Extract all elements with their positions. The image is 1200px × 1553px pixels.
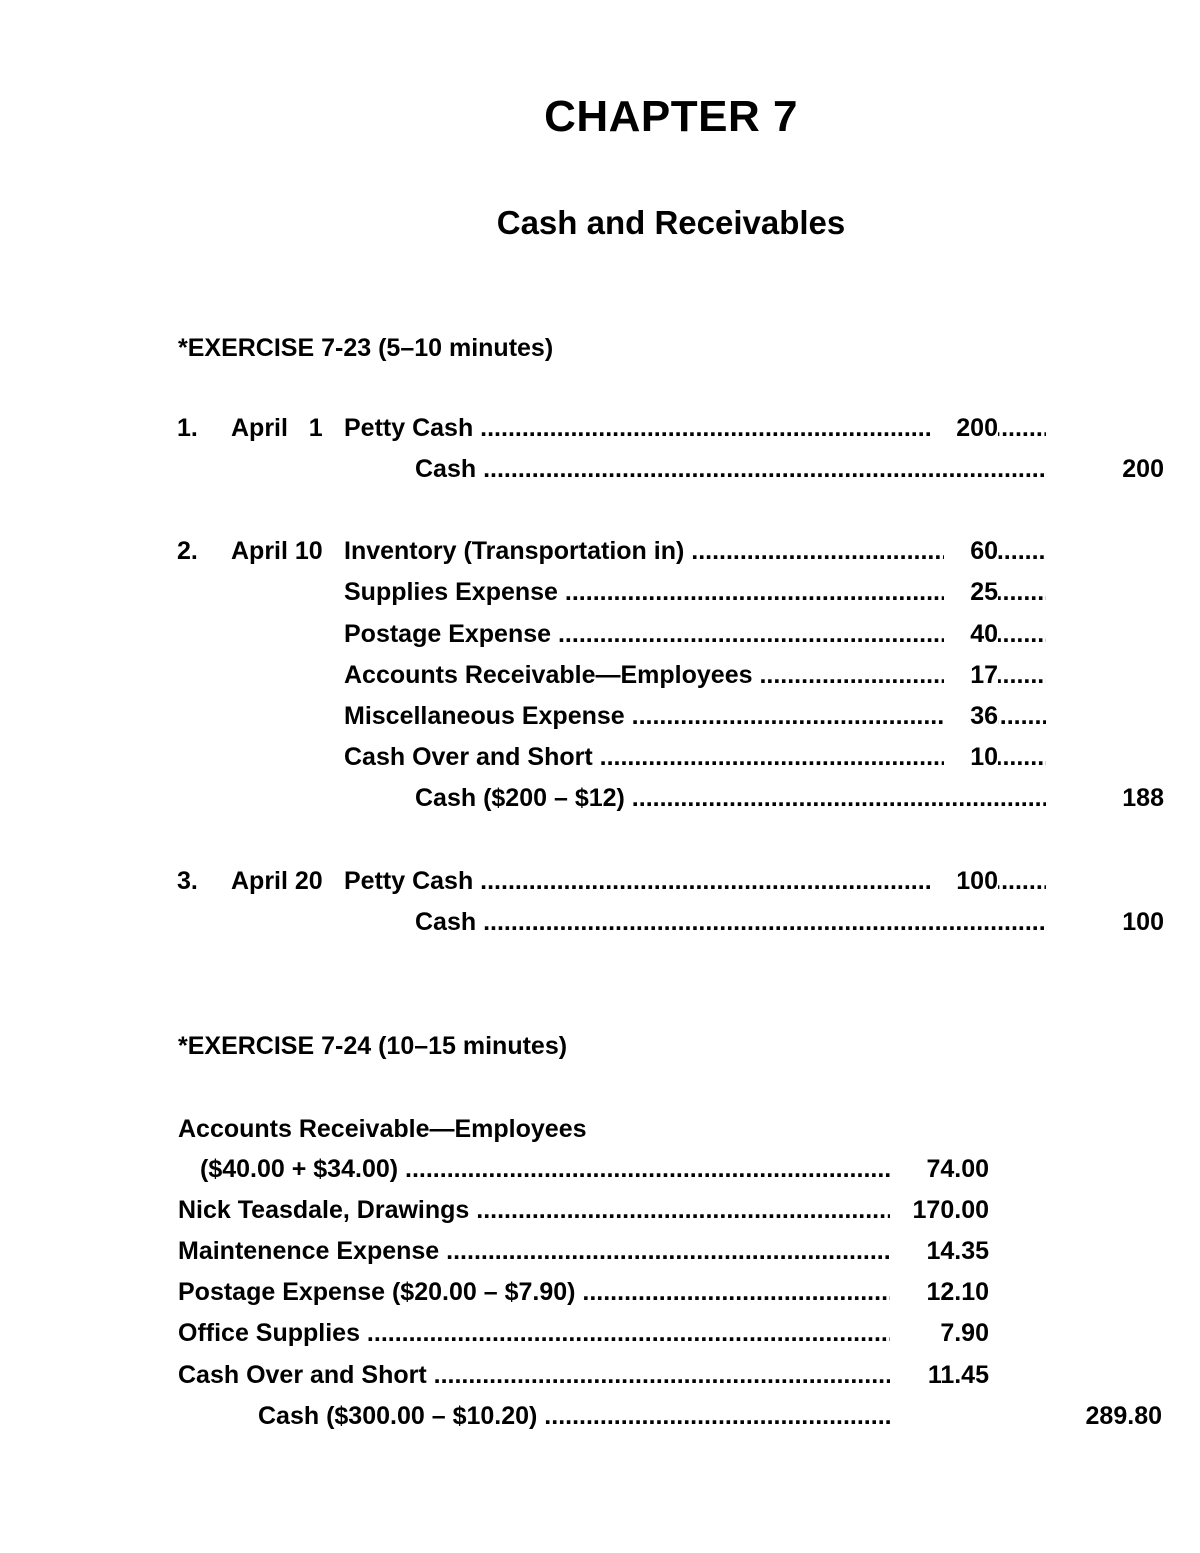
journal-entry-row — [0, 702, 1200, 736]
journal-entry-row — [0, 1402, 1200, 1436]
account-name: Accounts Receivable—Employees — [178, 1115, 587, 1143]
entry-number: 1. — [177, 414, 198, 442]
journal-entry-row — [0, 743, 1200, 777]
journal-entry-row — [0, 867, 1200, 901]
account-name: Postage Expense ($20.00 – $7.90) ..... — [178, 1278, 890, 1307]
account-name: Postage Expense ..... — [344, 620, 1046, 649]
journal-entry-row — [0, 908, 1200, 942]
debit-amount: 17 — [944, 661, 998, 690]
account-name: Cash ($300.00 – $10.20) ..... — [258, 1402, 890, 1431]
journal-entry-row — [0, 620, 1200, 654]
account-name: Cash Over and Short ..... — [344, 743, 1046, 772]
journal-entry-row — [0, 1237, 1200, 1271]
debit-amount: 74.00 — [926, 1155, 989, 1183]
account-name: Cash ..... — [415, 455, 1046, 484]
account-name: Cash ..... — [415, 908, 1046, 937]
chapter-subtitle: Cash and Receivables — [496, 204, 846, 241]
account-name: Inventory (Transportation in) ..... — [344, 537, 1046, 566]
account-name: Miscellaneous Expense ..... — [344, 702, 1046, 731]
journal-entry-row — [0, 578, 1200, 612]
exercise-7-24-heading: *EXERCISE 7-24 (10–15 minutes) — [178, 1032, 568, 1060]
credit-amount: 289.80 — [1085, 1402, 1162, 1430]
credit-amount: 188 — [1122, 784, 1164, 812]
debit-amount: 11.45 — [927, 1361, 989, 1389]
debit-amount: 7.90 — [940, 1319, 989, 1347]
journal-entry-row — [0, 1361, 1200, 1395]
journal-entry-row — [0, 1278, 1200, 1312]
journal-entry-row — [0, 537, 1200, 571]
journal-entry-row — [0, 414, 1200, 448]
journal-entry-row — [0, 455, 1200, 489]
account-name: Cash ($200 – $12) ..... — [415, 784, 1046, 813]
journal-entry-row — [0, 1319, 1200, 1353]
credit-amount: 100 — [1122, 908, 1164, 936]
debit-amount: 12.10 — [926, 1278, 989, 1306]
account-name: Petty Cash ..... — [344, 867, 1046, 896]
entry-date: April 10 — [231, 537, 323, 565]
journal-entry-row — [0, 661, 1200, 695]
account-name: Accounts Receivable—Employees ..... — [344, 661, 1046, 690]
entry-number: 3. — [177, 867, 198, 895]
account-name: Office Supplies ..... — [178, 1319, 890, 1348]
debit-amount: 170.00 — [912, 1196, 989, 1224]
debit-amount: 60 — [944, 537, 998, 566]
account-name: Maintenence Expense ..... — [178, 1237, 890, 1266]
journal-entry-row — [0, 1196, 1200, 1230]
debit-amount: 40 — [944, 620, 998, 649]
entry-date: April 1 — [231, 414, 323, 442]
chapter-title: CHAPTER 7 — [544, 92, 798, 141]
debit-amount: 36 — [944, 702, 998, 731]
entry-date: April 20 — [231, 867, 323, 895]
journal-entry-row — [0, 1155, 1200, 1189]
debit-amount: 100 — [930, 867, 998, 896]
exercise-7-23-heading: *EXERCISE 7-23 (5–10 minutes) — [178, 334, 554, 362]
account-name: Petty Cash ..... — [344, 414, 1046, 443]
debit-amount: 10 — [944, 743, 998, 772]
account-name: ($40.00 + $34.00) ..... — [200, 1155, 890, 1184]
account-name: Supplies Expense ..... — [344, 578, 1046, 607]
debit-amount: 25 — [944, 578, 998, 607]
debit-amount: 200 — [930, 414, 998, 443]
journal-entry-row — [0, 784, 1200, 818]
credit-amount: 200 — [1122, 455, 1164, 483]
account-name: Cash Over and Short ..... — [178, 1361, 890, 1390]
debit-amount: 14.35 — [926, 1237, 989, 1265]
entry-number: 2. — [177, 537, 198, 565]
account-name: Nick Teasdale, Drawings ..... — [178, 1196, 890, 1225]
journal-entry-row — [0, 1115, 1200, 1149]
